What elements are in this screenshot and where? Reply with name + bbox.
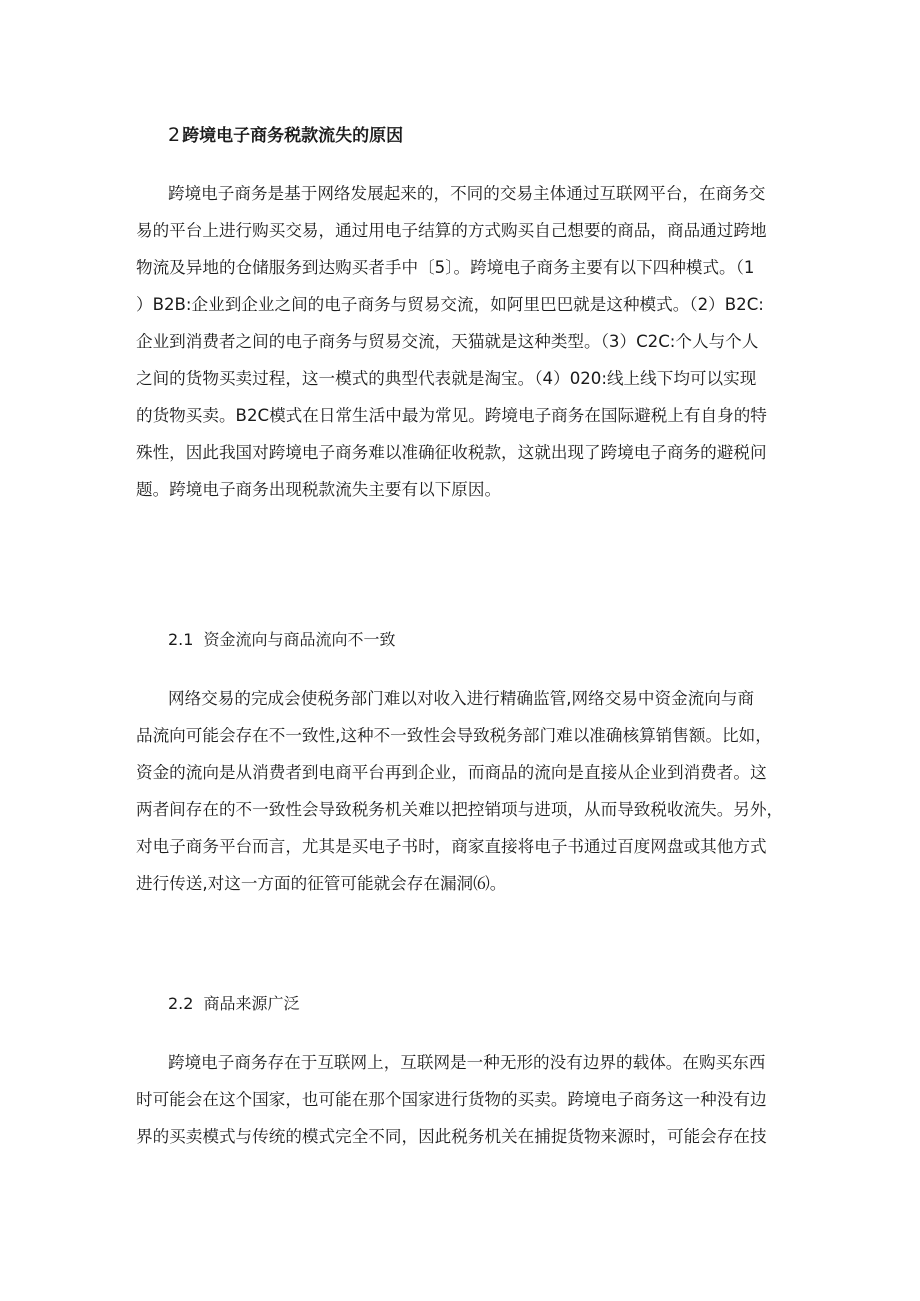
subsection-title: 商品来源广泛 (203, 994, 300, 1013)
subsection-paragraph-2-1 (136, 680, 798, 902)
subsection-number: 2.1 (168, 630, 194, 649)
paragraph-line: 易的平台上进行购买交易，通过用电子结算的方式购买自己想要的商品，商品通过跨地 (136, 221, 767, 240)
section-heading (168, 121, 403, 150)
paragraph-line: 时可能会在这个国家，也可能在那个国家进行货物的买卖。跨境电子商务这一种没有边 (136, 1090, 767, 1109)
paragraph-line: 殊性，因此我国对跨境电子商务难以准确征收税款，这就出现了跨境电子商务的避税问 (136, 443, 767, 462)
paragraph-line: 两者间存在的不一致性会导致税务机关难以把控销项与进项，从而导致税收流失。另外， (136, 800, 784, 819)
subsection-heading-2-2 (168, 990, 299, 1018)
section-number: 2 (168, 124, 181, 146)
section-title: 跨境电子商务税款流失的原因 (182, 126, 404, 146)
paragraph-line: 网络交易的完成会使税务部门难以对收入进行精确监管,网络交易中资金流向与商 (168, 689, 755, 708)
paragraph-line: 资金的流向是从消费者到电商平台再到企业，而商品的流向是直接从企业到消费者。这 (136, 763, 767, 782)
subsection-number: 2.2 (168, 994, 194, 1013)
paragraph-line: 品流向可能会存在不一致性,这种不一致性会导致税务部门难以准确核算销售额。比如， (136, 726, 772, 745)
intro-paragraph (136, 175, 798, 508)
paragraph-line: 跨境电子商务是基于网络发展起来的，不同的交易主体通过互联网平台，在商务交 (168, 184, 766, 203)
paragraph-line: 的货物买卖。B2C模式在日常生活中最为常见。跨境电子商务在国际避税上有自身的特 (136, 406, 767, 425)
subsection-heading-2-1 (168, 626, 395, 654)
paragraph-line: 企业到消费者之间的电子商务与贸易交流，天猫就是这种类型。（3）C2C:个人与个人 (136, 332, 759, 351)
subsection-title: 资金流向与商品流向不一致 (203, 630, 396, 649)
paragraph-line: ）B2B:企业到企业之间的电子商务与贸易交流，如阿里巴巴就是这种模式。（2）B2C: (136, 295, 764, 314)
paragraph-line: 对电子商务平台而言，尤其是买电子书时，商家直接将电子书通过百度网盘或其他方式 (136, 837, 767, 856)
subsection-paragraph-2-2 (136, 1044, 798, 1155)
paragraph-line: 进行传送,对这一方面的征管可能就会存在漏洞⑹。 (136, 874, 507, 893)
paragraph-line: 界的买卖模式与传统的模式完全不同，因此税务机关在捕捉货物来源时，可能会存在技 (136, 1127, 767, 1146)
paragraph-line: 物流及异地的仓储服务到达购买者手中〔5〕。跨境电子商务主要有以下四种模式。（1 (136, 258, 755, 277)
paragraph-line: 跨境电子商务存在于互联网上，互联网是一种无形的没有边界的载体。在购买东西 (168, 1053, 766, 1072)
paragraph-line: 题。跨境电子商务出现税款流失主要有以下原因。 (136, 480, 502, 499)
paragraph-line: 之间的货物买卖过程，这一模式的典型代表就是淘宝。（4）020:线上线下均可以实现 (136, 369, 757, 388)
